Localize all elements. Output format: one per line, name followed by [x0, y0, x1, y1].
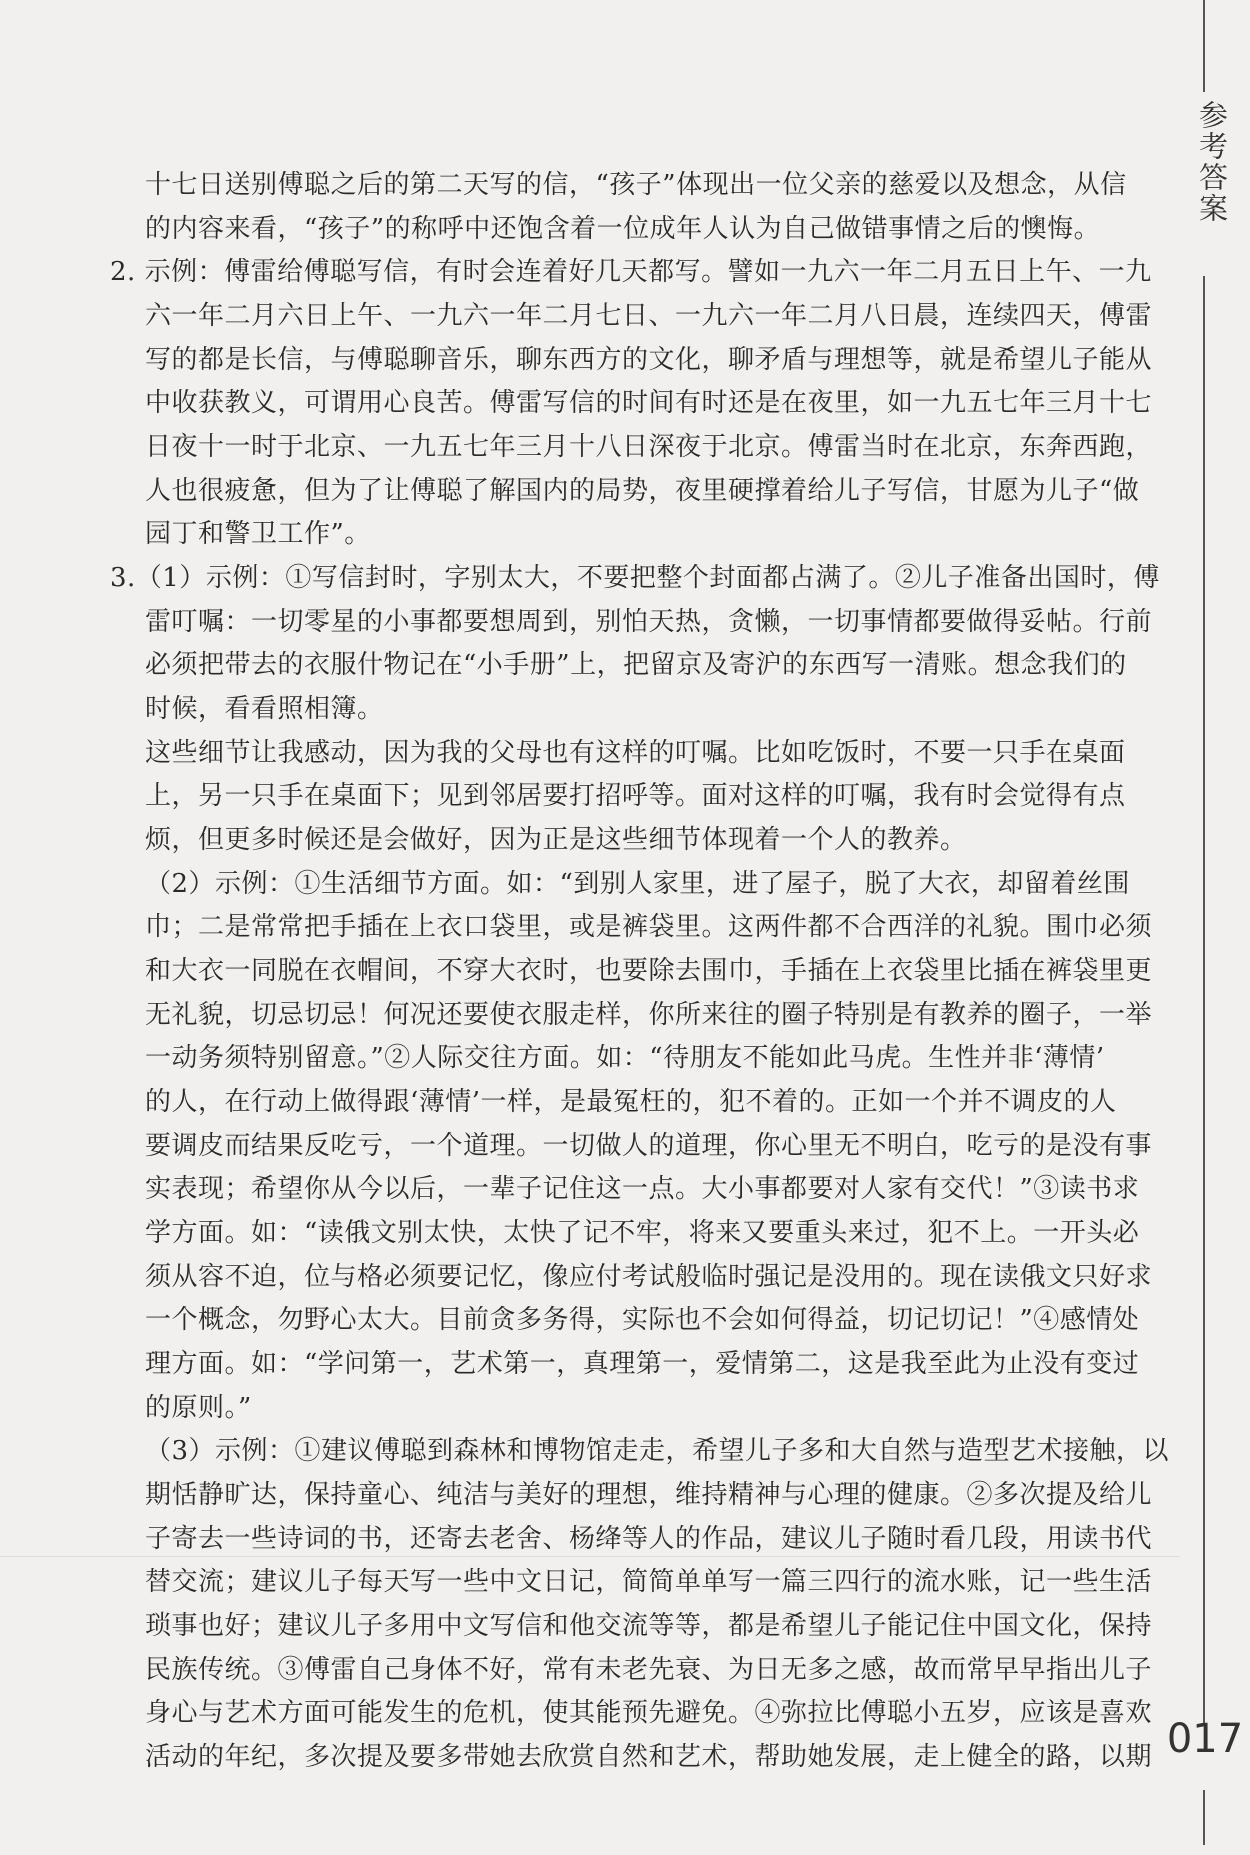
text-line: 无礼貌，切忌切忌！何况还要使衣服走样，你所来往的圈子特别是有教养的圈子，一举	[145, 1000, 1153, 1030]
text-line: 3.（1）示例：①写信封时，字别太大，不要把整个封面都占满了。②儿子准备出国时，傅	[110, 563, 1160, 593]
page-number: 017	[1166, 1716, 1244, 1762]
side-section-label: 参考答案	[1195, 100, 1229, 224]
text-line: 人也很疲惫，但为了让傅聪了解国内的局势，夜里硬撑着给儿子写信，甘愿为儿子“做	[145, 476, 1140, 506]
text-line: 学方面。如：“读俄文别太快，太快了记不牢，将来又要重头来过，犯不上。一开头必	[145, 1218, 1140, 1248]
text-line: 要调皮而结果反吃亏，一个道理。一切做人的道理，你心里无不明白，吃亏的是没有事	[145, 1131, 1153, 1161]
text-line: 期恬静旷达，保持童心、纯洁与美好的理想，维持精神与心理的健康。②多次提及给儿	[145, 1480, 1153, 1510]
text-line: （2）示例：①生活细节方面。如：“到别人家里，进了屋子，脱了大衣，却留着丝围	[145, 869, 1130, 899]
text-line: 中收获教义，可谓用心良苦。傅雷写信的时间有时还是在夜里，如一九五七年三月十七	[145, 388, 1153, 418]
text-line: 写的都是长信，与傅聪聊音乐，聊东西方的文化，聊矛盾与理想等，就是希望儿子能从	[145, 345, 1153, 375]
side-rule-middle	[1203, 276, 1205, 1726]
text-line: 琐事也好；建议儿子多用中文写信和他交流等等，都是希望儿子能记住中国文化，保持	[145, 1611, 1153, 1641]
text-line: 活动的年纪，多次提及要多带她去欣赏自然和艺术，帮助她发展，走上健全的路，以期	[145, 1742, 1153, 1772]
text-line: 替交流；建议儿子每天写一些中文日记，简简单单写一篇三四行的流水账，记一些生活	[145, 1567, 1153, 1597]
text-line: 实表现；希望你从今以后，一辈子记住这一点。大小事都要对人家有交代！”③读书求	[145, 1174, 1140, 1204]
text-line: 六一年二月六日上午、一九六一年二月七日、一九六一年二月八日晨，连续四天，傅雷	[145, 301, 1153, 331]
text-line: 一个概念，勿野心太大。目前贪多务得，实际也不会如何得益，切记切记！”④感情处	[145, 1305, 1140, 1335]
text-line: 理方面。如：“学问第一，艺术第一，真理第一，爱情第二，这是我至此为止没有变过	[145, 1349, 1140, 1379]
text-line: 的内容来看，“孩子”的称呼中还饱含着一位成年人认为自己做错事情之后的懊悔。	[145, 214, 1101, 244]
text-line: 子寄去一些诗词的书，还寄去老舍、杨绛等人的作品，建议儿子随时看几段，用读书代	[145, 1524, 1153, 1554]
side-rule-top	[1203, 0, 1205, 92]
side-rule-bottom	[1203, 1790, 1205, 1845]
text-line: 巾；二是常常把手插在上衣口袋里，或是裤袋里。这两件都不合西洋的礼貌。围巾必须	[145, 912, 1153, 942]
text-line: 的人，在行动上做得跟‘薄情’一样，是最冤枉的，犯不着的。正如一个并不调皮的人	[145, 1087, 1117, 1117]
text-line: 民族传统。③傅雷自己身体不好，常有未老先衰、为日无多之感，故而常早早指出儿子	[145, 1655, 1153, 1685]
text-line: 必须把带去的衣服什物记在“小手册”上，把留京及寄沪的东西写一清账。想念我们的	[145, 650, 1127, 680]
text-line: 时候，看看照相簿。	[145, 694, 384, 724]
text-line: 园丁和警卫工作”。	[145, 519, 371, 549]
text-line: （3）示例：①建议傅聪到森林和博物馆走走，希望儿子多和大自然与造型艺术接触，以	[145, 1436, 1170, 1466]
text-line: 的原则。”	[145, 1393, 252, 1423]
text-line: 须从容不迫，位与格必须要记忆，像应付考试般临时强记是没用的。现在读俄文只好求	[145, 1262, 1153, 1292]
text-line: 上，另一只手在桌面下；见到邻居要打招呼等。面对这样的叮嘱，我有时会觉得有点	[145, 781, 1126, 811]
text-line: 一动务须特别留意。”②人际交往方面。如：“待朋友不能如此马虎。生性并非‘薄情’	[145, 1043, 1105, 1073]
text-line: 日夜十一时于北京、一九五七年三月十八日深夜于北京。傅雷当时在北京，东奔西跑，	[145, 432, 1153, 462]
text-line: 雷叮嘱：一切零星的小事都要想周到，别怕天热，贪懒，一切事情都要做得妥帖。行前	[145, 607, 1153, 637]
text-line: 身心与艺术方面可能发生的危机，使其能预先避免。④弥拉比傅聪小五岁，应该是喜欢	[145, 1698, 1153, 1728]
text-line: 烦，但更多时候还是会做好，因为正是这些细节体现着一个人的教养。	[145, 825, 967, 855]
page-fold-line	[0, 1556, 1180, 1557]
text-line: 和大衣一同脱在衣帽间，不穿大衣时，也要除去围巾，手插在上衣袋里比插在裤袋里更	[145, 956, 1153, 986]
text-line: 这些细节让我感动，因为我的父母也有这样的叮嘱。比如吃饭时，不要一只手在桌面	[145, 738, 1126, 768]
text-line: 2. 示例：傅雷给傅聪写信，有时会连着好几天都写。譬如一九六一年二月五日上午、一九	[110, 257, 1152, 287]
text-line: 十七日送别傅聪之后的第二天写的信，“孩子”体现出一位父亲的慈爱以及想念，从信	[145, 170, 1127, 200]
